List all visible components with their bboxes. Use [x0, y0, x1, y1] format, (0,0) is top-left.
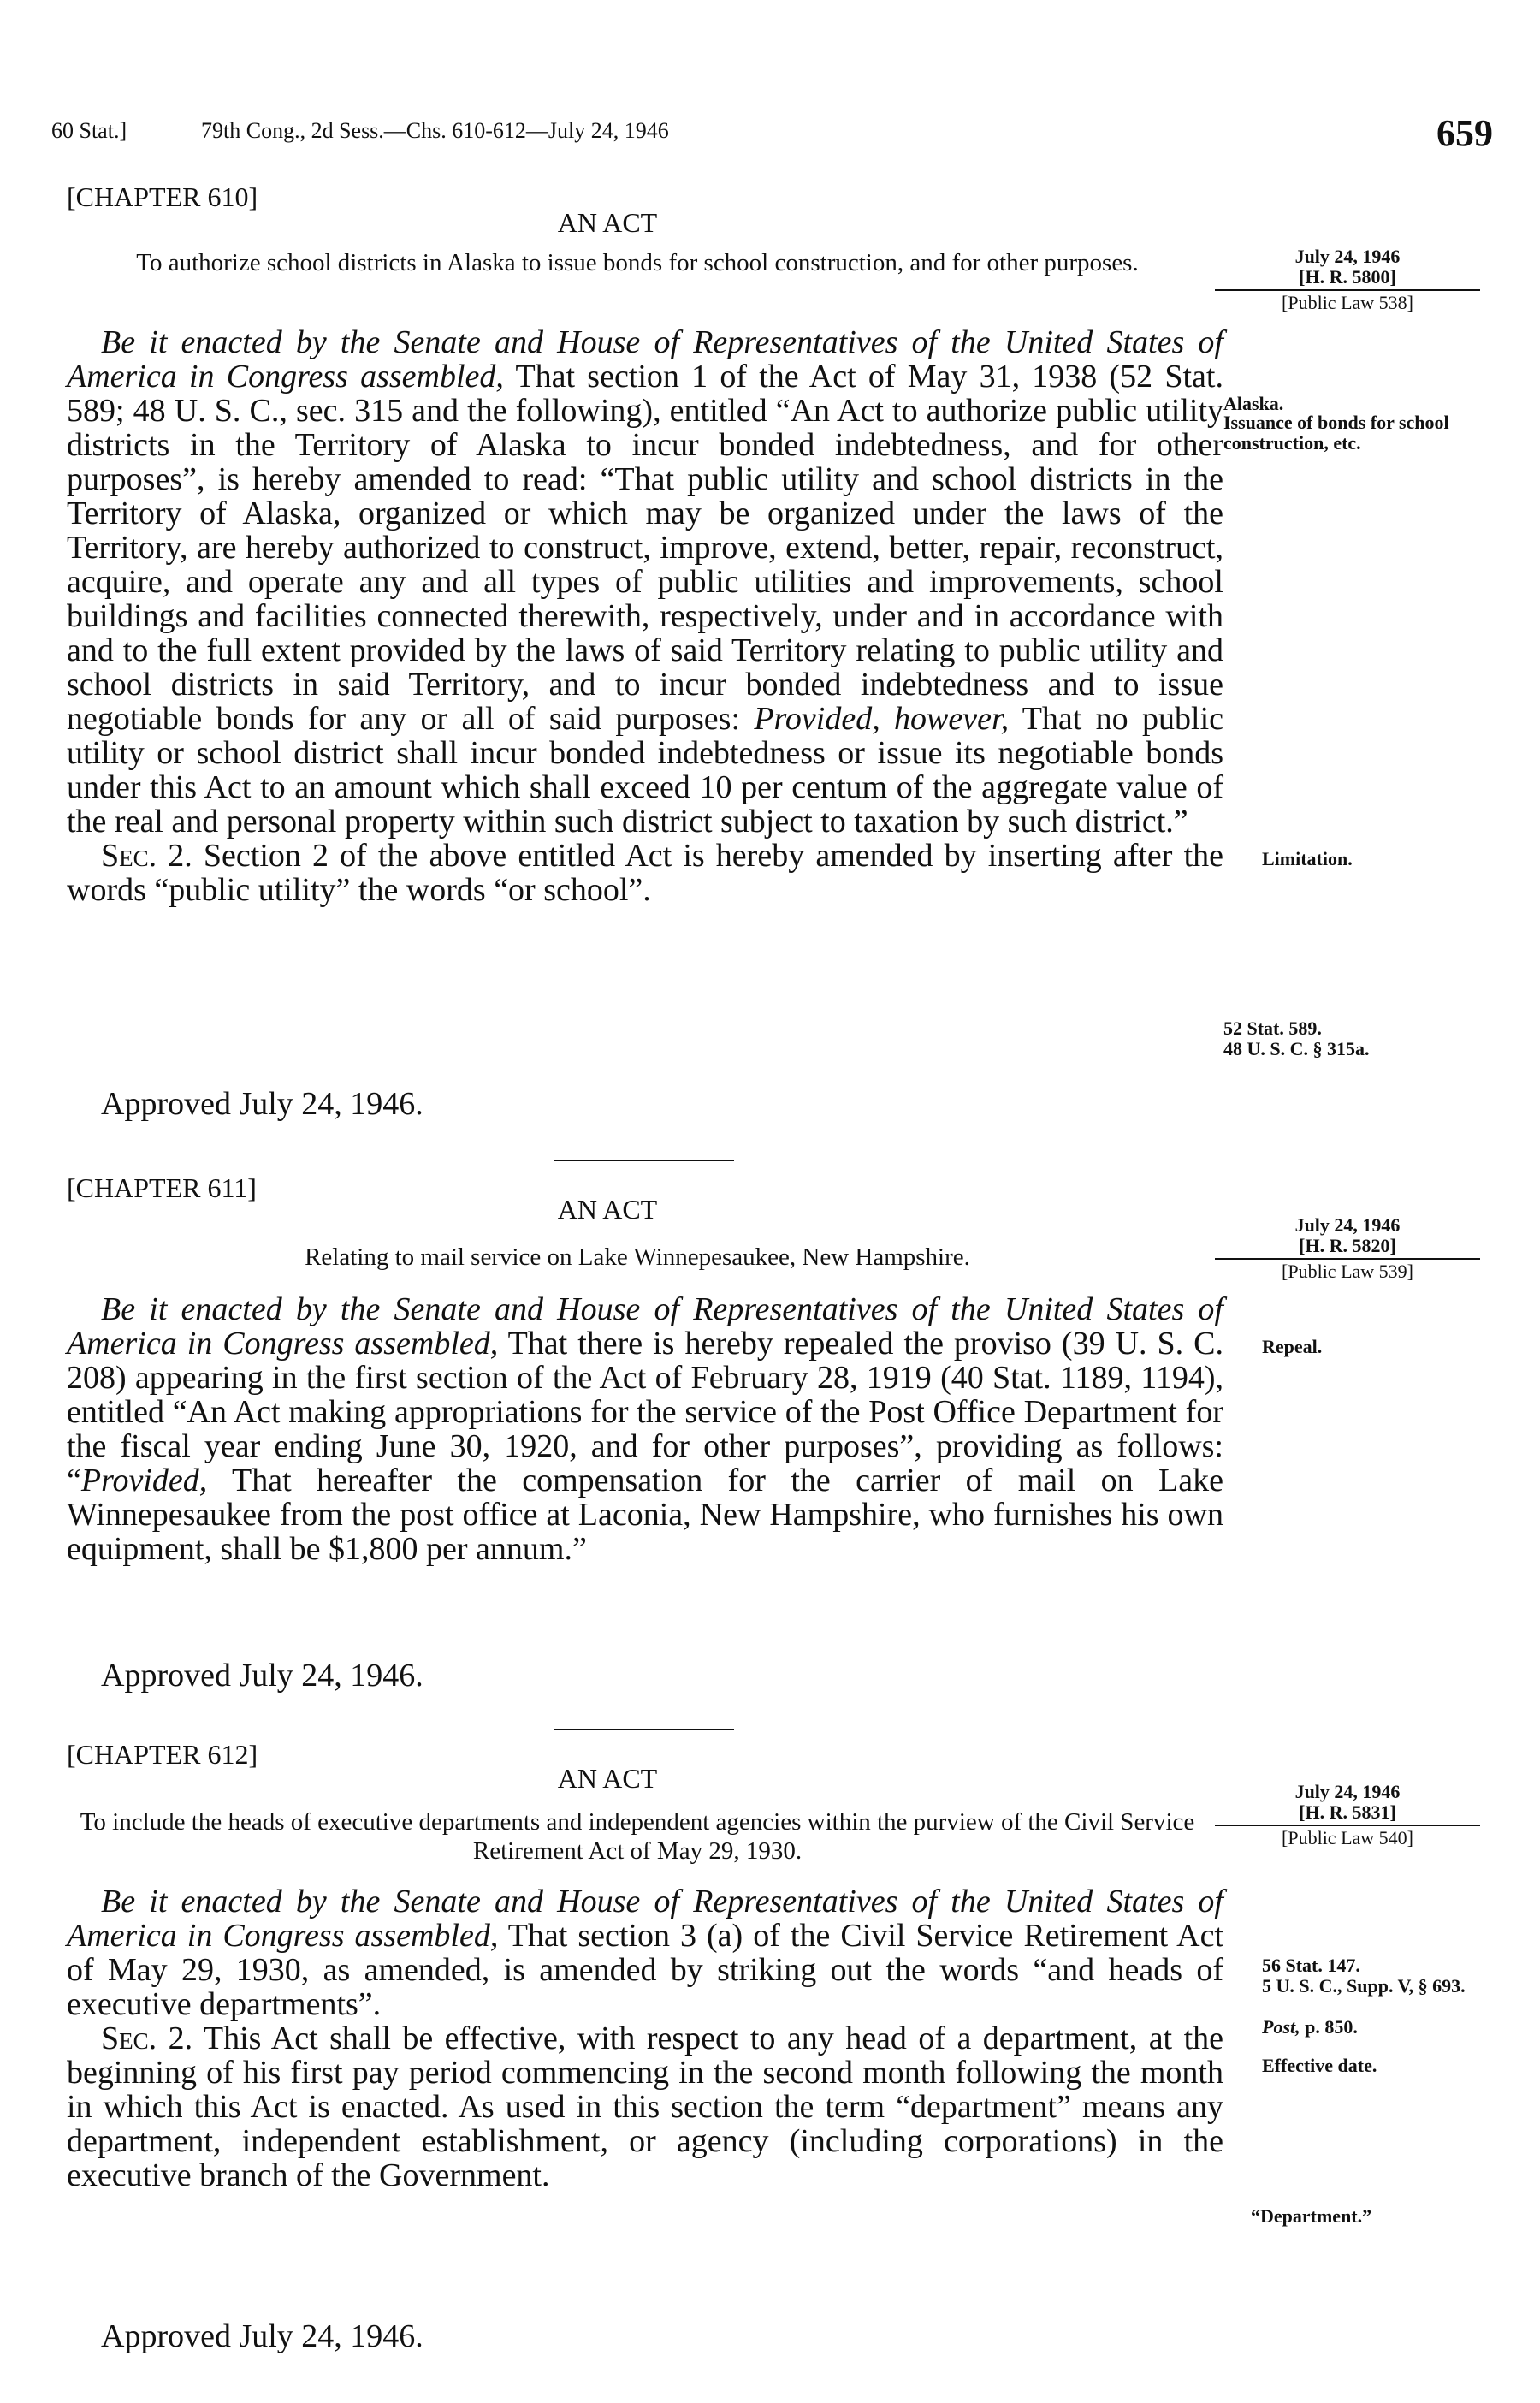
- page-number: 659: [1436, 112, 1493, 154]
- chapter-612-sec-2-label: Sec. 2.: [101, 2020, 193, 2056]
- running-head: [51, 118, 669, 144]
- chapter-612-description: To include the heads of executive departments and independent agencies within the purview of the Civil Service Retirement Act of May 29, 1930.: [80, 1808, 1195, 1865]
- chapter-610-sec-2-text: Section 2 of the above entitled Act is hereby amended by inserting after the words “public utility” the words “or school”.: [67, 838, 1224, 908]
- chapter-611-date: July 24, 1946: [1294, 1214, 1401, 1236]
- chapter-611-enacting-clause: Be it enacted by the Senate and House of Representatives of the United States of America in Congress assembled,: [67, 1291, 1223, 1362]
- chapter-612-act-title: AN ACT: [557, 1763, 658, 1794]
- chapter-610-proviso-text: That no public utility or school district shall incur bonded indebtedness or issue its negotiable bonds under this Act to an amount which shall exceed 10 per centum of the aggregate value of the real and personal property within such district subject to taxation by such district.”: [67, 701, 1223, 840]
- chapter-divider: [554, 1160, 734, 1161]
- chapter-611-text-1: That there is hereby repealed the proviso (39 U. S. C. 208) appearing in the first section of the Act of February 28, 1919 (40 Stat. 1189, 1194), entitled “An Act making appropriations for the service of the Post Office Department for the fiscal year ending June 30, 1920, and for other purposes”, providing as follows: “: [67, 1326, 1223, 1498]
- chapter-612-bill: [H. R. 5831]: [1299, 1801, 1396, 1823]
- chapter-610-enacting-clause: Be it enacted by the Senate and House of Representatives of the United States of America in Congress assembled,: [67, 324, 1223, 395]
- chapter-610-margin-block: [1215, 246, 1480, 313]
- chapter-610-proviso: Provided, however,: [754, 701, 1010, 737]
- note-alaska: Alaska.: [1223, 393, 1284, 414]
- chapter-612-approved: Approved July 24, 1946.: [101, 2318, 424, 2354]
- chapter-612-enacting-clause: Be it enacted by the Senate and House of Representatives of the United States of America in Congress assembled,: [67, 1884, 1223, 1954]
- chapter-611-label: [CHAPTER 611]: [67, 1172, 257, 1203]
- chapter-612-public-law: [Public Law 540]: [1215, 1824, 1480, 1848]
- chapter-610-public-law: [Public Law 538]: [1215, 289, 1480, 313]
- chapter-611-margin-block: [1215, 1215, 1480, 1282]
- note-repeal: Repeal.: [1262, 1336, 1323, 1357]
- chapter-611-bill: [H. R. 5820]: [1299, 1235, 1396, 1256]
- chapter-611-text-2: That hereafter the compensation for the carrier of mail on Lake Winnepesaukee from the post office at Laconia, New Hampshire, who furnishes his own equipment, shall be $1,800 per annum.”: [67, 1463, 1223, 1567]
- chapter-611-public-law: [Public Law 539]: [1215, 1258, 1480, 1282]
- note-post: [1262, 2017, 1519, 2038]
- chapter-610-act-title: AN ACT: [557, 207, 658, 238]
- chapter-612-margin-block: [1215, 1782, 1480, 1848]
- chapter-610-label: [CHAPTER 610]: [67, 181, 258, 212]
- chapter-610-body: [67, 325, 1223, 907]
- note-ref-56-stat: 56 Stat. 147.: [1262, 1955, 1360, 1976]
- note-ref-5-usc: 5 U. S. C., Supp. V, § 693.: [1262, 1975, 1466, 1997]
- note-post-label: Post,: [1262, 2016, 1300, 2038]
- note-limitation: Limitation.: [1262, 848, 1353, 869]
- chapter-610-bill: [H. R. 5800]: [1299, 266, 1396, 288]
- session-label: 79th Cong., 2d Sess.—Chs. 610-612—July 24, 1946: [201, 118, 669, 143]
- chapter-611-proviso: Provided,: [80, 1463, 208, 1498]
- note-issuance: Issuance of bonds for school construction, etc.: [1223, 412, 1449, 454]
- chapter-610-sec-2-label: Sec. 2.: [101, 838, 192, 874]
- chapter-612-sec-2-text: This Act shall be effective, with respect to any head of a department, at the beginning of his first pay period commencing in the second month following the month in which this Act is enacted. As used in this section the term “department” means any department, independent establishment, or agency (including corporations) in the executive branch of the Government.: [67, 2020, 1223, 2193]
- chapter-611-approved: Approved July 24, 1946.: [101, 1658, 424, 1694]
- chapter-610-approved: Approved July 24, 1946.: [101, 1086, 424, 1122]
- chapter-divider: [554, 1729, 734, 1730]
- note-department: “Department.”: [1251, 2205, 1372, 2227]
- note-effective-date: Effective date.: [1262, 2055, 1377, 2076]
- chapter-610-section-1: That section 1 of the Act of May 31, 1938 (52 Stat. 589; 48 U. S. C., sec. 315 and the following), entitled “An Act to authorize public utility districts in the Territory of Alaska to incur bonded indebtedness, and for other purposes”, is hereby amended to read: “That public utility and school districts in the Territory of Alaska, organized or which may be organized under the laws of the Territory, are hereby authorized to construct, improve, extend, better, repair, reconstruct, acquire, and operate any and all types of public utilities and improvements, school buildings and facilities connected therewith, respectively, under and in accordance with and to the full extent provided by the laws of said Territory relating to public utility and school districts in said Territory, and to incur bonded indebtedness and to issue negotiable bonds for any or all of said purposes:: [67, 359, 1223, 737]
- chapter-612-label: [CHAPTER 612]: [67, 1739, 258, 1770]
- note-post-page: p. 850.: [1305, 2016, 1358, 2038]
- chapter-610-date: July 24, 1946: [1294, 246, 1401, 267]
- note-ref-52-stat: 52 Stat. 589.: [1223, 1018, 1322, 1039]
- chapter-611-body: [67, 1292, 1223, 1566]
- chapter-611-description: Relating to mail service on Lake Winnepesaukee, New Hampshire.: [305, 1243, 970, 1271]
- volume-label: 60 Stat.]: [51, 118, 127, 143]
- chapter-612-body: [67, 1884, 1223, 2192]
- chapter-611-act-title: AN ACT: [557, 1194, 658, 1225]
- chapter-612-date: July 24, 1946: [1294, 1781, 1401, 1802]
- note-ref-48-usc: 48 U. S. C. § 315a.: [1223, 1038, 1370, 1059]
- chapter-610-description: To authorize school districts in Alaska to issue bonds for school construction, and for other purposes.: [136, 249, 1139, 276]
- chapter-612-section-1: That section 3 (a) of the Civil Service Retirement Act of May 29, 1930, as amended, is amended by striking out the words “and heads of executive departments”.: [67, 1918, 1223, 2022]
